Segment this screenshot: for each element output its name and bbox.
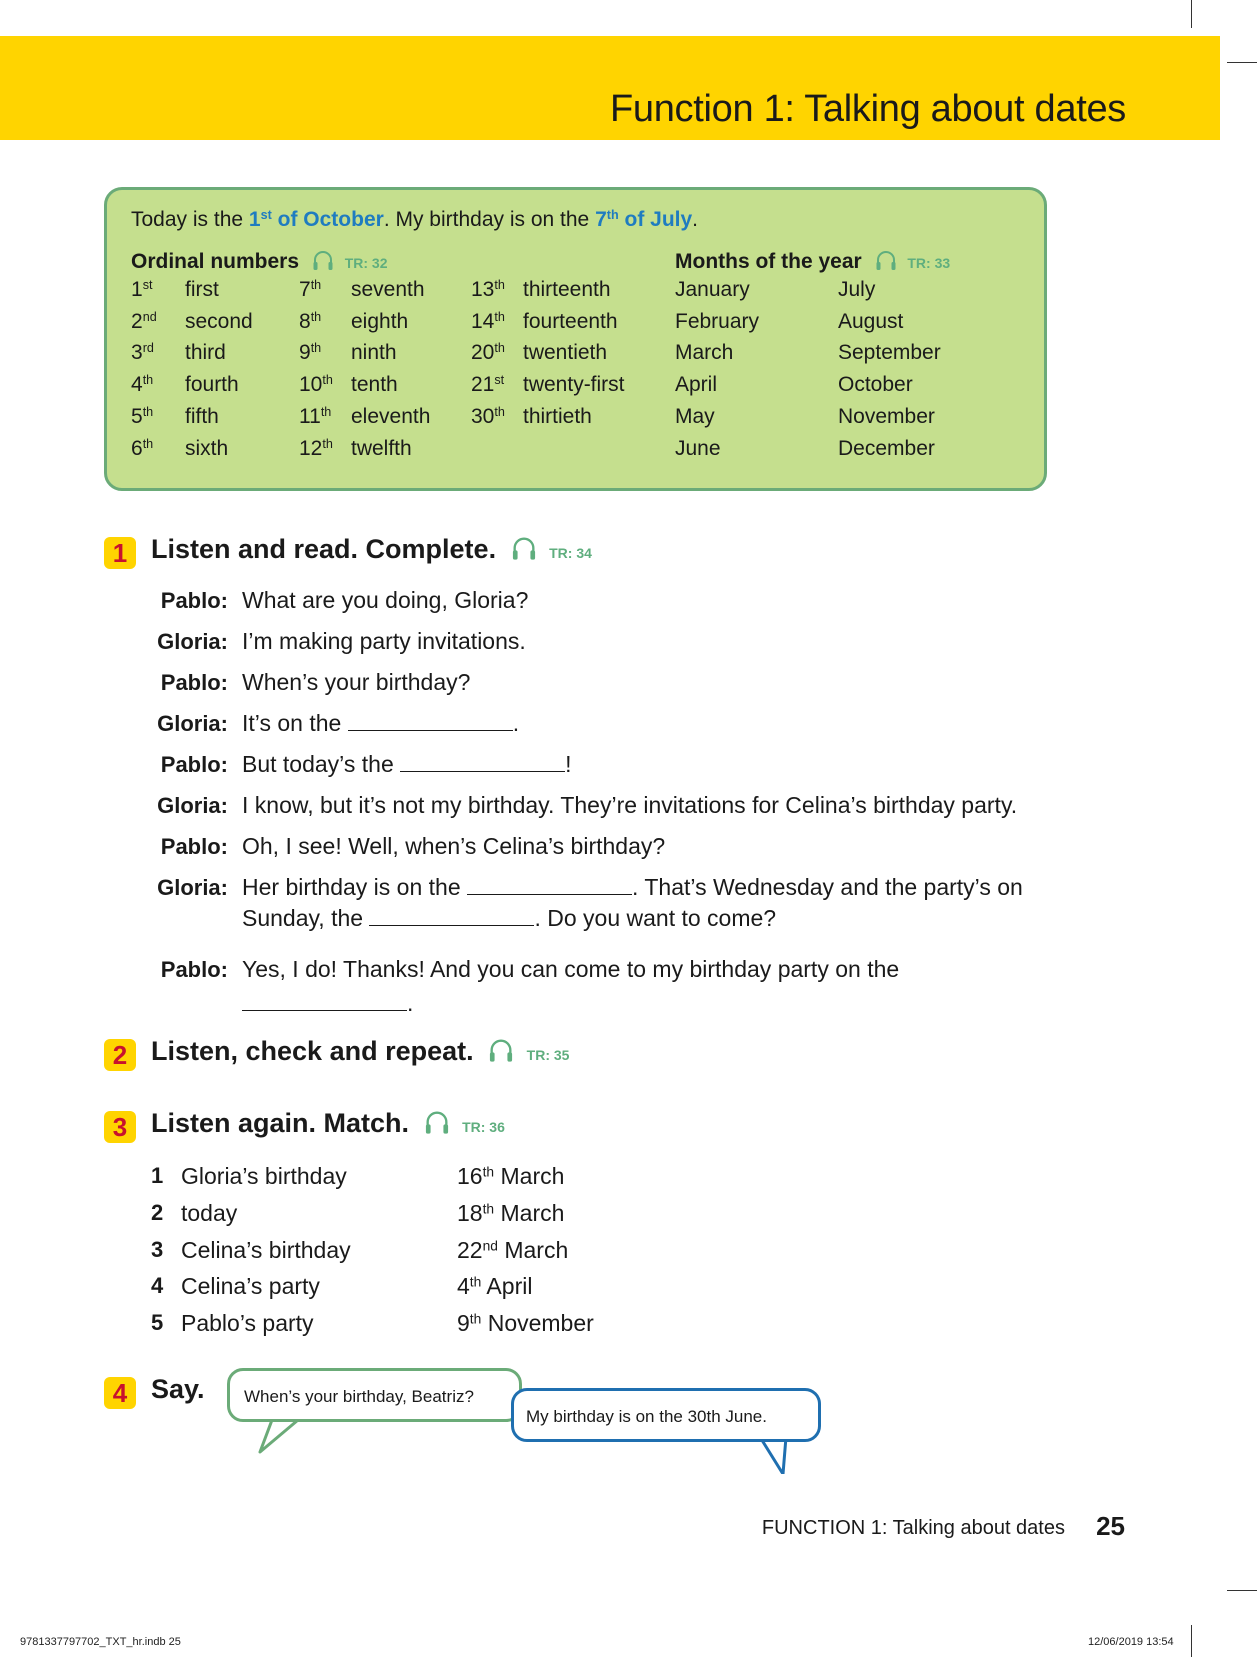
ordinal-word: eighth — [351, 309, 409, 333]
exercise-title: Say. — [151, 1374, 205, 1404]
ordinal-word: second — [185, 309, 253, 333]
ordinal-word: ninth — [351, 341, 397, 365]
match-item-left: Gloria’s birthday — [181, 1163, 347, 1189]
match-item-number: 1 — [151, 1163, 164, 1188]
speaker-name: Pablo: — [160, 670, 228, 695]
footer-label: FUNCTION 1: Talking about dates — [761, 1517, 1065, 1539]
track-number: TR: 33 — [907, 255, 951, 271]
speaker-name: Gloria: — [157, 629, 228, 654]
ordinal-number: 11th — [299, 404, 332, 428]
month-name: October — [838, 373, 913, 397]
page-title: Function 1: Talking about dates — [609, 88, 1126, 130]
exercise-title: Listen again. Match. TR: 36 — [151, 1108, 505, 1138]
dialogue-line: When’s your birthday? — [242, 669, 471, 695]
exercise-number-badge: 2 — [104, 1039, 136, 1071]
ordinal-word: tenth — [351, 373, 398, 397]
speaker-name: Pablo: — [160, 834, 228, 859]
ordinal-word: thirtieth — [523, 404, 592, 428]
dialogue-line: Oh, I see! Well, when’s Celina’s birthday? — [242, 833, 666, 859]
dialogue-line-continued: . — [242, 990, 413, 1017]
dialogue-line-continued: Sunday, the . Do you want to come? — [242, 905, 777, 931]
track-number: TR: 32 — [344, 255, 388, 271]
info-box — [104, 187, 1047, 491]
ordinal-word: eleventh — [351, 404, 431, 428]
ordinal-word: seventh — [351, 278, 425, 301]
ordinal-word: first — [185, 278, 219, 301]
match-item-left: Celina’s party — [181, 1273, 320, 1300]
ordinal-number: 7th — [299, 278, 322, 301]
print-slug-file: 9781337797702_TXT_hr.indb 25 — [20, 1636, 181, 1648]
month-name: January — [675, 278, 750, 301]
match-item-right: 18th March — [457, 1199, 565, 1226]
dialogue-line: It’s on the . — [242, 710, 520, 736]
ordinal-number: 8th — [299, 309, 322, 333]
match-item-number: 4 — [151, 1273, 164, 1299]
ordinal-word: third — [185, 341, 226, 365]
page-number: 25 — [1096, 1511, 1125, 1541]
ordinal-number: 9th — [299, 341, 322, 365]
exercise-title: Listen, check and repeat. TR: 35 — [151, 1036, 570, 1066]
match-item-number: 5 — [151, 1310, 164, 1336]
speaker-name: Pablo: — [160, 957, 228, 982]
match-item-number: 2 — [151, 1199, 164, 1225]
match-item-right: 16th March — [457, 1163, 565, 1189]
match-item-left: today — [181, 1199, 238, 1226]
answer-blank[interactable] — [348, 712, 513, 731]
month-name: May — [675, 404, 715, 428]
ordinal-word: thirteenth — [523, 278, 611, 301]
answer-blank[interactable] — [369, 907, 534, 926]
month-name: July — [838, 278, 876, 301]
match-item-right: 9th November — [457, 1310, 594, 1337]
headphones-icon[interactable] — [423, 1108, 451, 1136]
speaker-name: Gloria: — [157, 793, 228, 818]
month-name: June — [675, 436, 721, 460]
ordinal-number: 1st — [131, 278, 153, 301]
headphones-icon[interactable] — [510, 534, 538, 562]
ordinal-number: 2nd — [131, 309, 157, 333]
month-name: December — [838, 436, 935, 460]
ordinal-word: fourth — [185, 373, 239, 397]
month-name: November — [838, 404, 935, 428]
headphones-icon[interactable] — [874, 248, 898, 272]
intro-sentence: Today is the 1st of October. My birthday is on the 7th of July. — [131, 208, 699, 231]
speaker-name: Gloria: — [157, 711, 228, 736]
ordinal-number: 6th — [131, 436, 154, 460]
match-item-number: 3 — [151, 1236, 164, 1262]
crop-mark-right-top — [1227, 62, 1257, 63]
match-item-left: Pablo’s party — [181, 1310, 314, 1337]
ordinal-number: 12th — [299, 436, 333, 460]
exercise-number-badge: 3 — [104, 1111, 136, 1143]
dialogue-line: But today’s the ! — [242, 751, 572, 777]
speaker-name: Pablo: — [160, 588, 228, 613]
speaker-name: Pablo: — [160, 752, 228, 777]
month-name: April — [675, 373, 718, 397]
dialogue-line: Yes, I do! Thanks! And you can come to my birthday party on the — [242, 956, 900, 982]
print-slug-date: 12/06/2019 13:54 — [1088, 1636, 1174, 1648]
crop-mark-right-bottom — [1227, 1590, 1257, 1591]
crop-mark-top — [1191, 0, 1192, 28]
months-heading: Months of the year TR: 33 — [675, 250, 951, 273]
speaker-name: Gloria: — [157, 875, 228, 900]
match-item-left: Celina’s birthday — [181, 1236, 351, 1263]
ordinal-word: twentieth — [523, 341, 608, 365]
month-name: March — [675, 341, 734, 365]
ordinal-number: 3rd — [131, 341, 154, 365]
month-name: August — [838, 309, 904, 333]
crop-mark-bottom — [1191, 1625, 1192, 1657]
headphones-icon[interactable] — [487, 1036, 515, 1064]
ordinals-heading: Ordinal numbers TR: 32 — [131, 250, 388, 273]
answer-blank[interactable] — [467, 876, 632, 895]
dialogue-line: I’m making party invitations. — [242, 628, 526, 654]
dialogue-line: Her birthday is on the . That’s Wednesday and the party’s on — [242, 874, 1023, 900]
ordinal-word: twenty-first — [523, 373, 625, 397]
exercise-number-badge: 1 — [104, 537, 136, 569]
answer-blank[interactable] — [400, 753, 565, 772]
ordinal-number: 14th — [471, 309, 505, 333]
month-name: February — [675, 309, 760, 333]
dialogue-line: What are you doing, Gloria? — [242, 587, 529, 613]
ordinal-number: 10th — [299, 373, 333, 397]
speech-bubble-answer: My birthday is on the 30th June. — [511, 1388, 821, 1442]
track-number: TR: 36 — [462, 1119, 505, 1135]
ordinal-number: 30th — [471, 404, 505, 428]
ordinal-number: 20th — [471, 341, 505, 365]
dialogue-line: I know, but it’s not my birthday. They’re invitations for Celina’s birthday party. — [242, 792, 1018, 818]
track-number: TR: 35 — [526, 1047, 570, 1063]
ordinal-number: 21st — [471, 373, 505, 397]
answer-blank[interactable] — [242, 992, 407, 1011]
match-item-right: 22nd March — [457, 1236, 569, 1263]
exercise-number-badge: 4 — [104, 1377, 136, 1409]
ordinal-number: 13th — [471, 278, 505, 301]
ordinal-number: 5th — [131, 404, 154, 428]
speech-bubble-question: When’s your birthday, Beatriz? — [227, 1368, 522, 1422]
track-number: TR: 34 — [549, 545, 592, 561]
match-item-right: 4th April — [457, 1273, 533, 1300]
month-name: September — [838, 341, 941, 365]
ordinal-word: fourteenth — [523, 309, 618, 333]
ordinal-number: 4th — [131, 373, 154, 397]
exercise-title: Listen and read. Complete. TR: 34 — [151, 534, 592, 564]
ordinal-word: fifth — [185, 404, 219, 428]
ordinal-word: sixth — [185, 436, 229, 460]
ordinal-word: twelfth — [351, 436, 412, 460]
headphones-icon[interactable] — [311, 248, 335, 272]
